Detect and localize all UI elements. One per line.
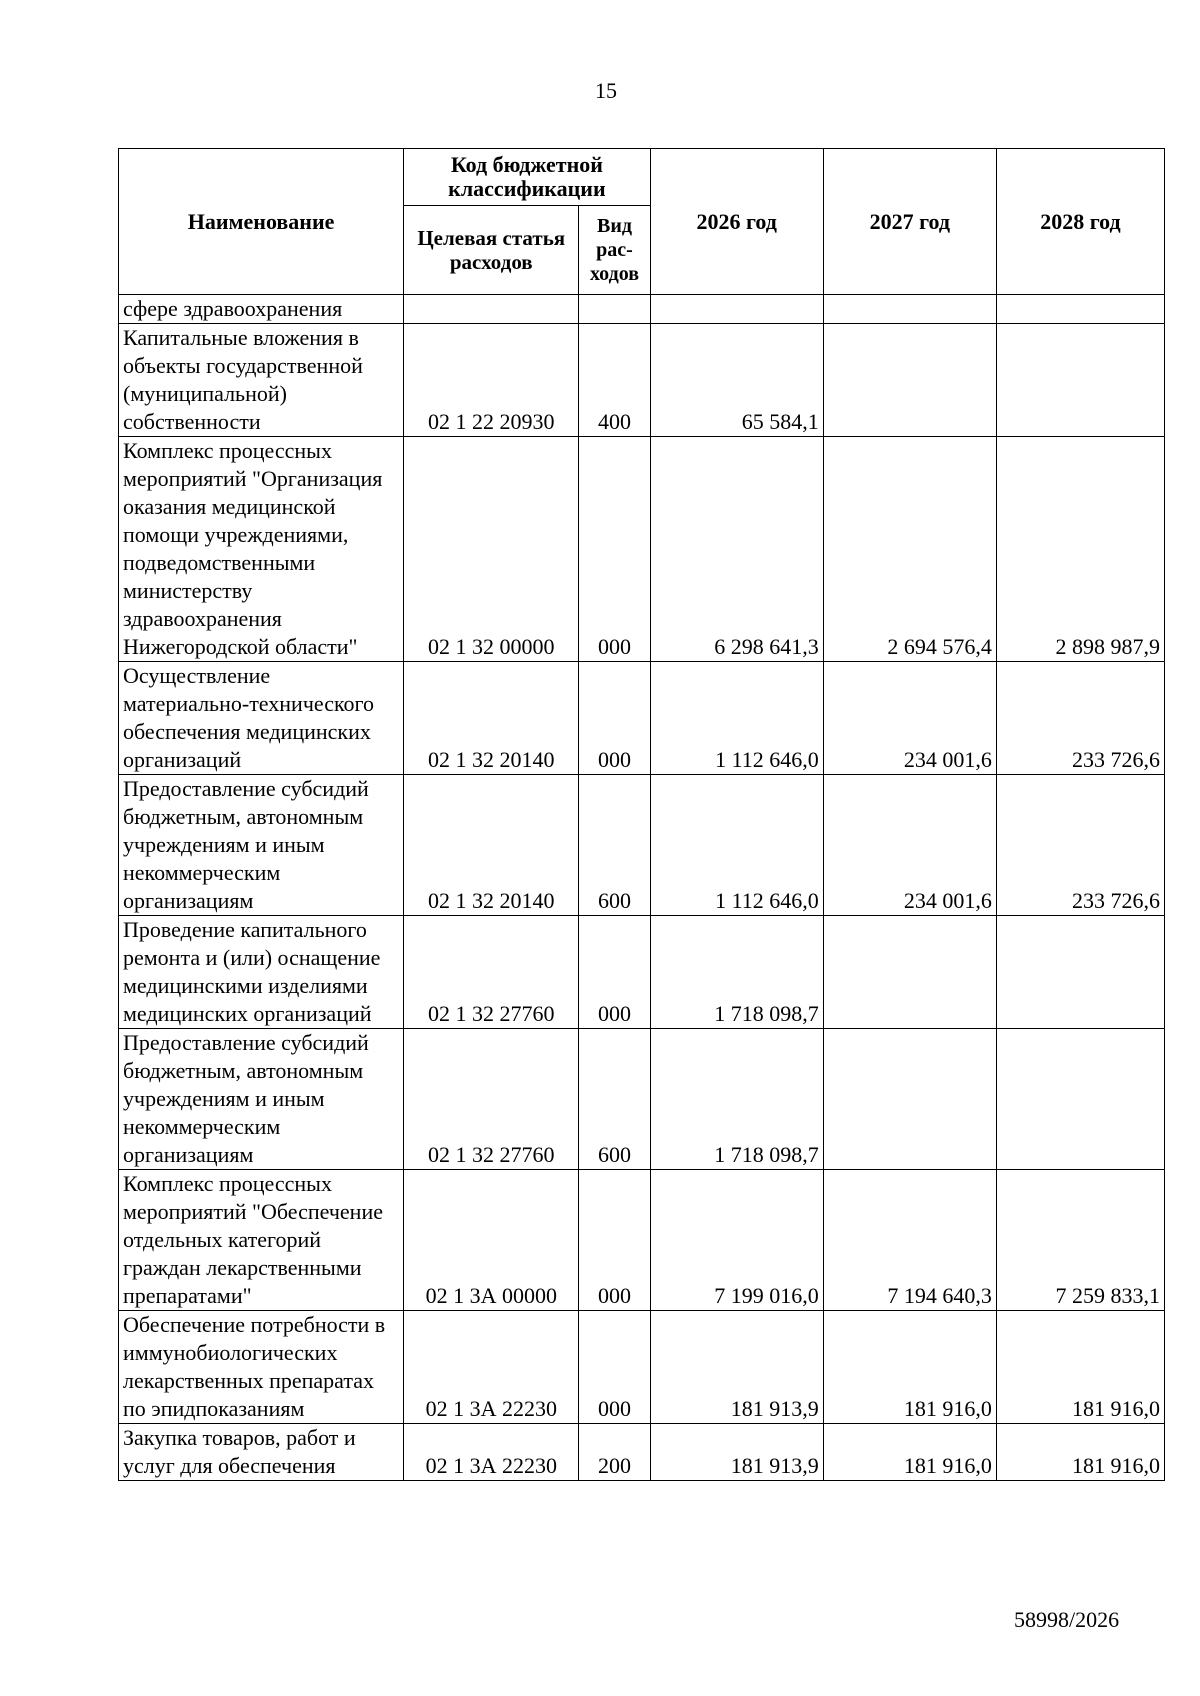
table-row	[119, 775, 1165, 916]
page-number: 15	[595, 78, 617, 103]
cell-2026: 1 718 098,7	[650, 1029, 823, 1170]
header-code-group: Код бюджетной классификации	[404, 149, 650, 206]
cell-2026: 7 199 016,0	[650, 1170, 823, 1311]
cell-2026: 6 298 641,3	[650, 437, 823, 662]
cell-expense-kind: 600	[579, 1029, 650, 1170]
table-row	[119, 437, 1165, 662]
cell-2027: 7 194 640,3	[823, 1170, 996, 1311]
cell-expense-kind	[579, 295, 650, 324]
cell-2027: 2 694 576,4	[823, 437, 996, 662]
cell-target-article	[404, 295, 579, 324]
cell-target-article: 02 1 32 20140	[404, 662, 579, 775]
cell-name: Комплекс процессных мероприятий "Организация оказания медицинской помощи учреждениями, подведомственными министерству здравоохранения Нижегородской области"	[119, 437, 404, 662]
cell-name: сфере здравоохранения	[119, 295, 404, 324]
cell-target-article: 02 1 3А 22230	[404, 1424, 579, 1481]
cell-target-article: 02 1 32 00000	[404, 437, 579, 662]
cell-expense-kind: 600	[579, 775, 650, 916]
cell-2027	[823, 324, 996, 437]
cell-name: Закупка товаров, работ и услуг для обеспечения	[119, 1424, 404, 1481]
cell-2027: 234 001,6	[823, 775, 996, 916]
table-row	[119, 662, 1165, 775]
cell-2028: 2 898 987,9	[996, 437, 1164, 662]
cell-2027	[823, 1029, 996, 1170]
table-row	[119, 324, 1165, 437]
table-row	[119, 295, 1165, 324]
header-expense-kind: Вид рас-ходов	[579, 206, 650, 295]
cell-2028	[996, 295, 1164, 324]
table-row	[119, 916, 1165, 1029]
cell-target-article: 02 1 3А 22230	[404, 1311, 579, 1424]
budget-table	[118, 148, 1165, 1481]
header-year-2026: 2026 год	[650, 149, 823, 295]
cell-expense-kind: 000	[579, 916, 650, 1029]
cell-2028: 7 259 833,1	[996, 1170, 1164, 1311]
cell-target-article: 02 1 32 27760	[404, 916, 579, 1029]
cell-name: Предоставление субсидий бюджетным, автономным учреждениям и иным некоммерческим организациям	[119, 775, 404, 916]
document-id: 58998/2026	[1014, 1607, 1120, 1632]
header-year-2027: 2027 год	[823, 149, 996, 295]
cell-2026: 181 913,9	[650, 1311, 823, 1424]
table-row	[119, 1170, 1165, 1311]
table-row	[119, 1029, 1165, 1170]
cell-name: Проведение капитального ремонта и (или) оснащение медицинскими изделиями медицинских организаций	[119, 916, 404, 1029]
cell-2028	[996, 1029, 1164, 1170]
cell-expense-kind: 200	[579, 1424, 650, 1481]
header-target-article	[404, 206, 579, 295]
cell-target-article: 02 1 3А 00000	[404, 1170, 579, 1311]
cell-2028: 181 916,0	[996, 1424, 1164, 1481]
cell-name: Обеспечение потребности в иммунобиологических лекарственных препаратах по эпидпоказаниям	[119, 1311, 404, 1424]
table-row	[119, 1424, 1165, 1481]
cell-name: Комплекс процессных мероприятий "Обеспечение отдельных категорий граждан лекарственными препаратами"	[119, 1170, 404, 1311]
cell-target-article: 02 1 32 20140	[404, 775, 579, 916]
cell-expense-kind: 000	[579, 1170, 650, 1311]
cell-expense-kind: 000	[579, 437, 650, 662]
table-row	[119, 1311, 1165, 1424]
header-row	[119, 149, 1165, 206]
cell-2026: 65 584,1	[650, 324, 823, 437]
cell-2028	[996, 916, 1164, 1029]
cell-expense-kind: 000	[579, 1311, 650, 1424]
cell-2028: 181 916,0	[996, 1311, 1164, 1424]
cell-2027: 181 916,0	[823, 1424, 996, 1481]
cell-2027	[823, 916, 996, 1029]
cell-2028: 233 726,6	[996, 775, 1164, 916]
header-target-article-line2: расходов	[449, 250, 533, 274]
cell-target-article: 02 1 32 27760	[404, 1029, 579, 1170]
header-target-article-line1: Целевая статья	[417, 226, 566, 250]
cell-target-article: 02 1 22 20930	[404, 324, 579, 437]
cell-2026: 1 112 646,0	[650, 775, 823, 916]
cell-2027	[823, 295, 996, 324]
cell-2026: 181 913,9	[650, 1424, 823, 1481]
cell-name: Предоставление субсидий бюджетным, автономным учреждениям и иным некоммерческим организациям	[119, 1029, 404, 1170]
cell-expense-kind: 400	[579, 324, 650, 437]
cell-name: Осуществление материально-технического обеспечения медицинских организаций	[119, 662, 404, 775]
cell-2028: 233 726,6	[996, 662, 1164, 775]
header-year-2028: 2028 год	[996, 149, 1164, 295]
cell-name: Капитальные вложения в объекты государственной (муниципальной) собственности	[119, 324, 404, 437]
cell-expense-kind: 000	[579, 662, 650, 775]
cell-2026: 1 112 646,0	[650, 662, 823, 775]
cell-2026	[650, 295, 823, 324]
cell-2027: 181 916,0	[823, 1311, 996, 1424]
cell-2028	[996, 324, 1164, 437]
cell-2026: 1 718 098,7	[650, 916, 823, 1029]
cell-2027: 234 001,6	[823, 662, 996, 775]
header-name: Наименование	[119, 149, 404, 295]
